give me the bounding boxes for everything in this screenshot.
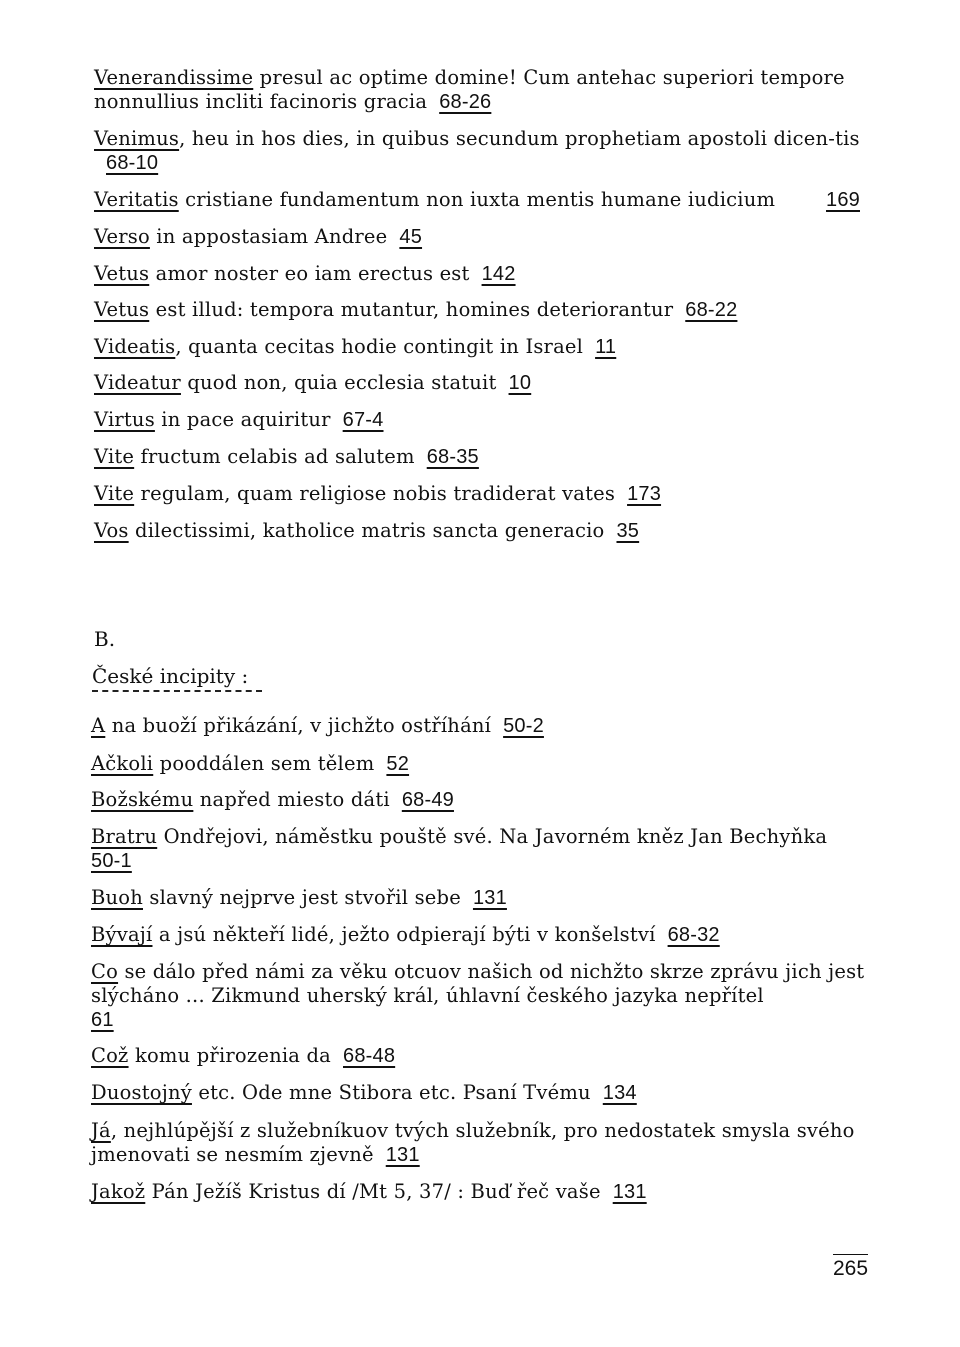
- entry-incipit: Venimus: [94, 127, 180, 150]
- entry-reference: 68-26: [439, 91, 492, 113]
- entry-text: slavný nejprve jest stvořil sebe: [143, 886, 461, 909]
- czech-entry: [91, 788, 881, 812]
- latin-entry: [94, 262, 884, 286]
- entry-text: regulam, quam religiose nobis tradiderat vates: [134, 482, 616, 505]
- czech-entry: [91, 960, 881, 1032]
- entry-reference: 10: [508, 372, 532, 394]
- entry-reference: 68-35: [426, 446, 479, 468]
- entry-text: se dálo před námi za věku otcuov našich od nichžto skrze zprávu jich jest slýcháno ... Zikmund uherský král, úhlavní českého jazyka nepřítel: [91, 960, 865, 1007]
- page-number: 265: [833, 1254, 868, 1283]
- entry-reference: 52: [386, 753, 410, 775]
- entry-text: , heu in hos dies, in quibus secundum prophetiam apostoli dicen-tis: [179, 127, 860, 150]
- czech-entry: [91, 752, 881, 776]
- entry-incipit: Což: [91, 1044, 129, 1067]
- entry-reference: 45: [399, 226, 423, 248]
- entry-incipit: Videatur: [94, 371, 181, 394]
- entry-incipit: Já: [91, 1119, 111, 1142]
- entry-text: na buoží přikázání, v jichžto ostříhání: [105, 714, 492, 737]
- entry-incipit: Venerandissime: [94, 66, 254, 89]
- czech-entry: [91, 1119, 881, 1167]
- czech-entry: [91, 923, 881, 947]
- latin-entry: [94, 127, 884, 175]
- entry-reference: 142: [481, 263, 516, 285]
- latin-entry: [94, 445, 884, 469]
- entry-text: , nejhlúpější z služebníkuov tvých služebník, pro nedostatek smysla svého jmenovati se nesmím zjevně: [91, 1119, 855, 1166]
- entry-incipit: Vite: [94, 445, 135, 468]
- entry-reference: 173: [627, 483, 662, 505]
- czech-entry: [91, 1180, 881, 1204]
- entry-reference: 50-2: [503, 715, 544, 737]
- entry-incipit: Virtus: [94, 408, 155, 431]
- entry-text: a jsú někteří lidé, ježto odpierají býti v konšelství: [152, 923, 656, 946]
- entry-text: presul ac optime domine! Cum antehac superiori tempore nonnullius incliti facinoris gracia: [94, 66, 845, 113]
- czech-entry: [91, 1044, 881, 1068]
- entry-text: est illud: tempora mutantur, homines deteriorantur: [149, 298, 674, 321]
- entry-incipit: Vos: [94, 519, 129, 542]
- entry-text: , quanta cecitas hodie contingit in Israel: [175, 335, 584, 358]
- entry-incipit: Vetus: [94, 298, 150, 321]
- latin-entry: [94, 298, 884, 322]
- entry-reference: 68-48: [343, 1045, 396, 1067]
- entry-text: quod non, quia ecclesia statuit: [180, 371, 497, 394]
- entry-text: dilectissimi, katholice matris sancta generacio: [128, 519, 605, 542]
- entry-reference: 131: [472, 887, 507, 909]
- czech-entry: [91, 714, 881, 738]
- entry-reference: 169: [826, 189, 860, 211]
- latin-entry: [94, 66, 884, 114]
- entry-incipit: Verso: [94, 225, 150, 248]
- entry-text: etc. Ode mne Stibora etc. Psaní Tvému: [191, 1081, 591, 1104]
- entry-incipit: Videatis: [94, 335, 176, 358]
- entry-incipit: Božskému: [91, 788, 194, 811]
- latin-entry: [94, 371, 884, 395]
- entry-reference: 131: [385, 1144, 420, 1166]
- entry-reference: 61: [91, 1009, 114, 1031]
- entry-incipit: A: [91, 714, 106, 737]
- entry-text: fructum celabis ad salutem: [134, 445, 415, 468]
- entry-incipit: Jakož: [91, 1180, 146, 1203]
- entry-incipit: Buoh: [91, 886, 143, 909]
- entry-reference: 68-49: [401, 789, 454, 811]
- entry-text: amor noster eo iam erectus est: [149, 262, 470, 285]
- entry-reference: 131: [612, 1181, 647, 1203]
- entry-reference: 67-4: [342, 409, 384, 431]
- latin-entry: [94, 188, 884, 212]
- czech-entry: [91, 1081, 881, 1105]
- latin-entry: [94, 482, 884, 506]
- entry-text: pooddálen sem tělem: [153, 752, 375, 775]
- entry-reference: 11: [595, 336, 617, 358]
- entry-reference: 50-1: [91, 850, 132, 872]
- entry-text: cristiane fundamentum non iuxta mentis humane iudicium: [178, 188, 776, 211]
- entry-incipit: Vite: [94, 482, 135, 505]
- entry-text: Ondřejovi, náměstku pouště své. Na Javorném kněz Jan Bechyňka: [157, 825, 828, 848]
- entry-text: napřed miesto dáti: [193, 788, 390, 811]
- entry-text: in appostasiam Andree: [149, 225, 388, 248]
- latin-entry: [94, 335, 884, 359]
- czech-entry: [91, 825, 881, 873]
- entry-incipit: Co: [91, 960, 119, 983]
- entry-incipit: Bratru: [91, 825, 158, 848]
- section-title: České incipity :: [92, 664, 249, 688]
- latin-entry: [94, 408, 884, 432]
- entry-reference: 68-22: [685, 299, 738, 321]
- section-letter: B.: [94, 627, 116, 651]
- entry-text: Pán Ježíš Kristus dí /Mt 5, 37/ : Buď řeč vaše: [145, 1180, 601, 1203]
- entry-reference: 68-32: [667, 924, 720, 946]
- entry-incipit: Vetus: [94, 262, 150, 285]
- entry-incipit: Veritatis: [94, 188, 179, 211]
- entry-text: komu přirozenia da: [128, 1044, 331, 1067]
- latin-entry: [94, 519, 884, 543]
- entry-incipit: Ačkoli: [91, 752, 154, 775]
- entry-reference: 68-10: [106, 152, 159, 174]
- entry-text: in pace aquiritur: [154, 408, 331, 431]
- entry-incipit: Bývají: [91, 923, 153, 946]
- czech-entry: [91, 886, 881, 910]
- entry-reference: 35: [616, 520, 640, 542]
- entry-reference: 134: [602, 1082, 637, 1104]
- entry-incipit: Duostojný: [91, 1081, 192, 1104]
- latin-entry: [94, 225, 884, 249]
- dashed-rule: [92, 690, 262, 692]
